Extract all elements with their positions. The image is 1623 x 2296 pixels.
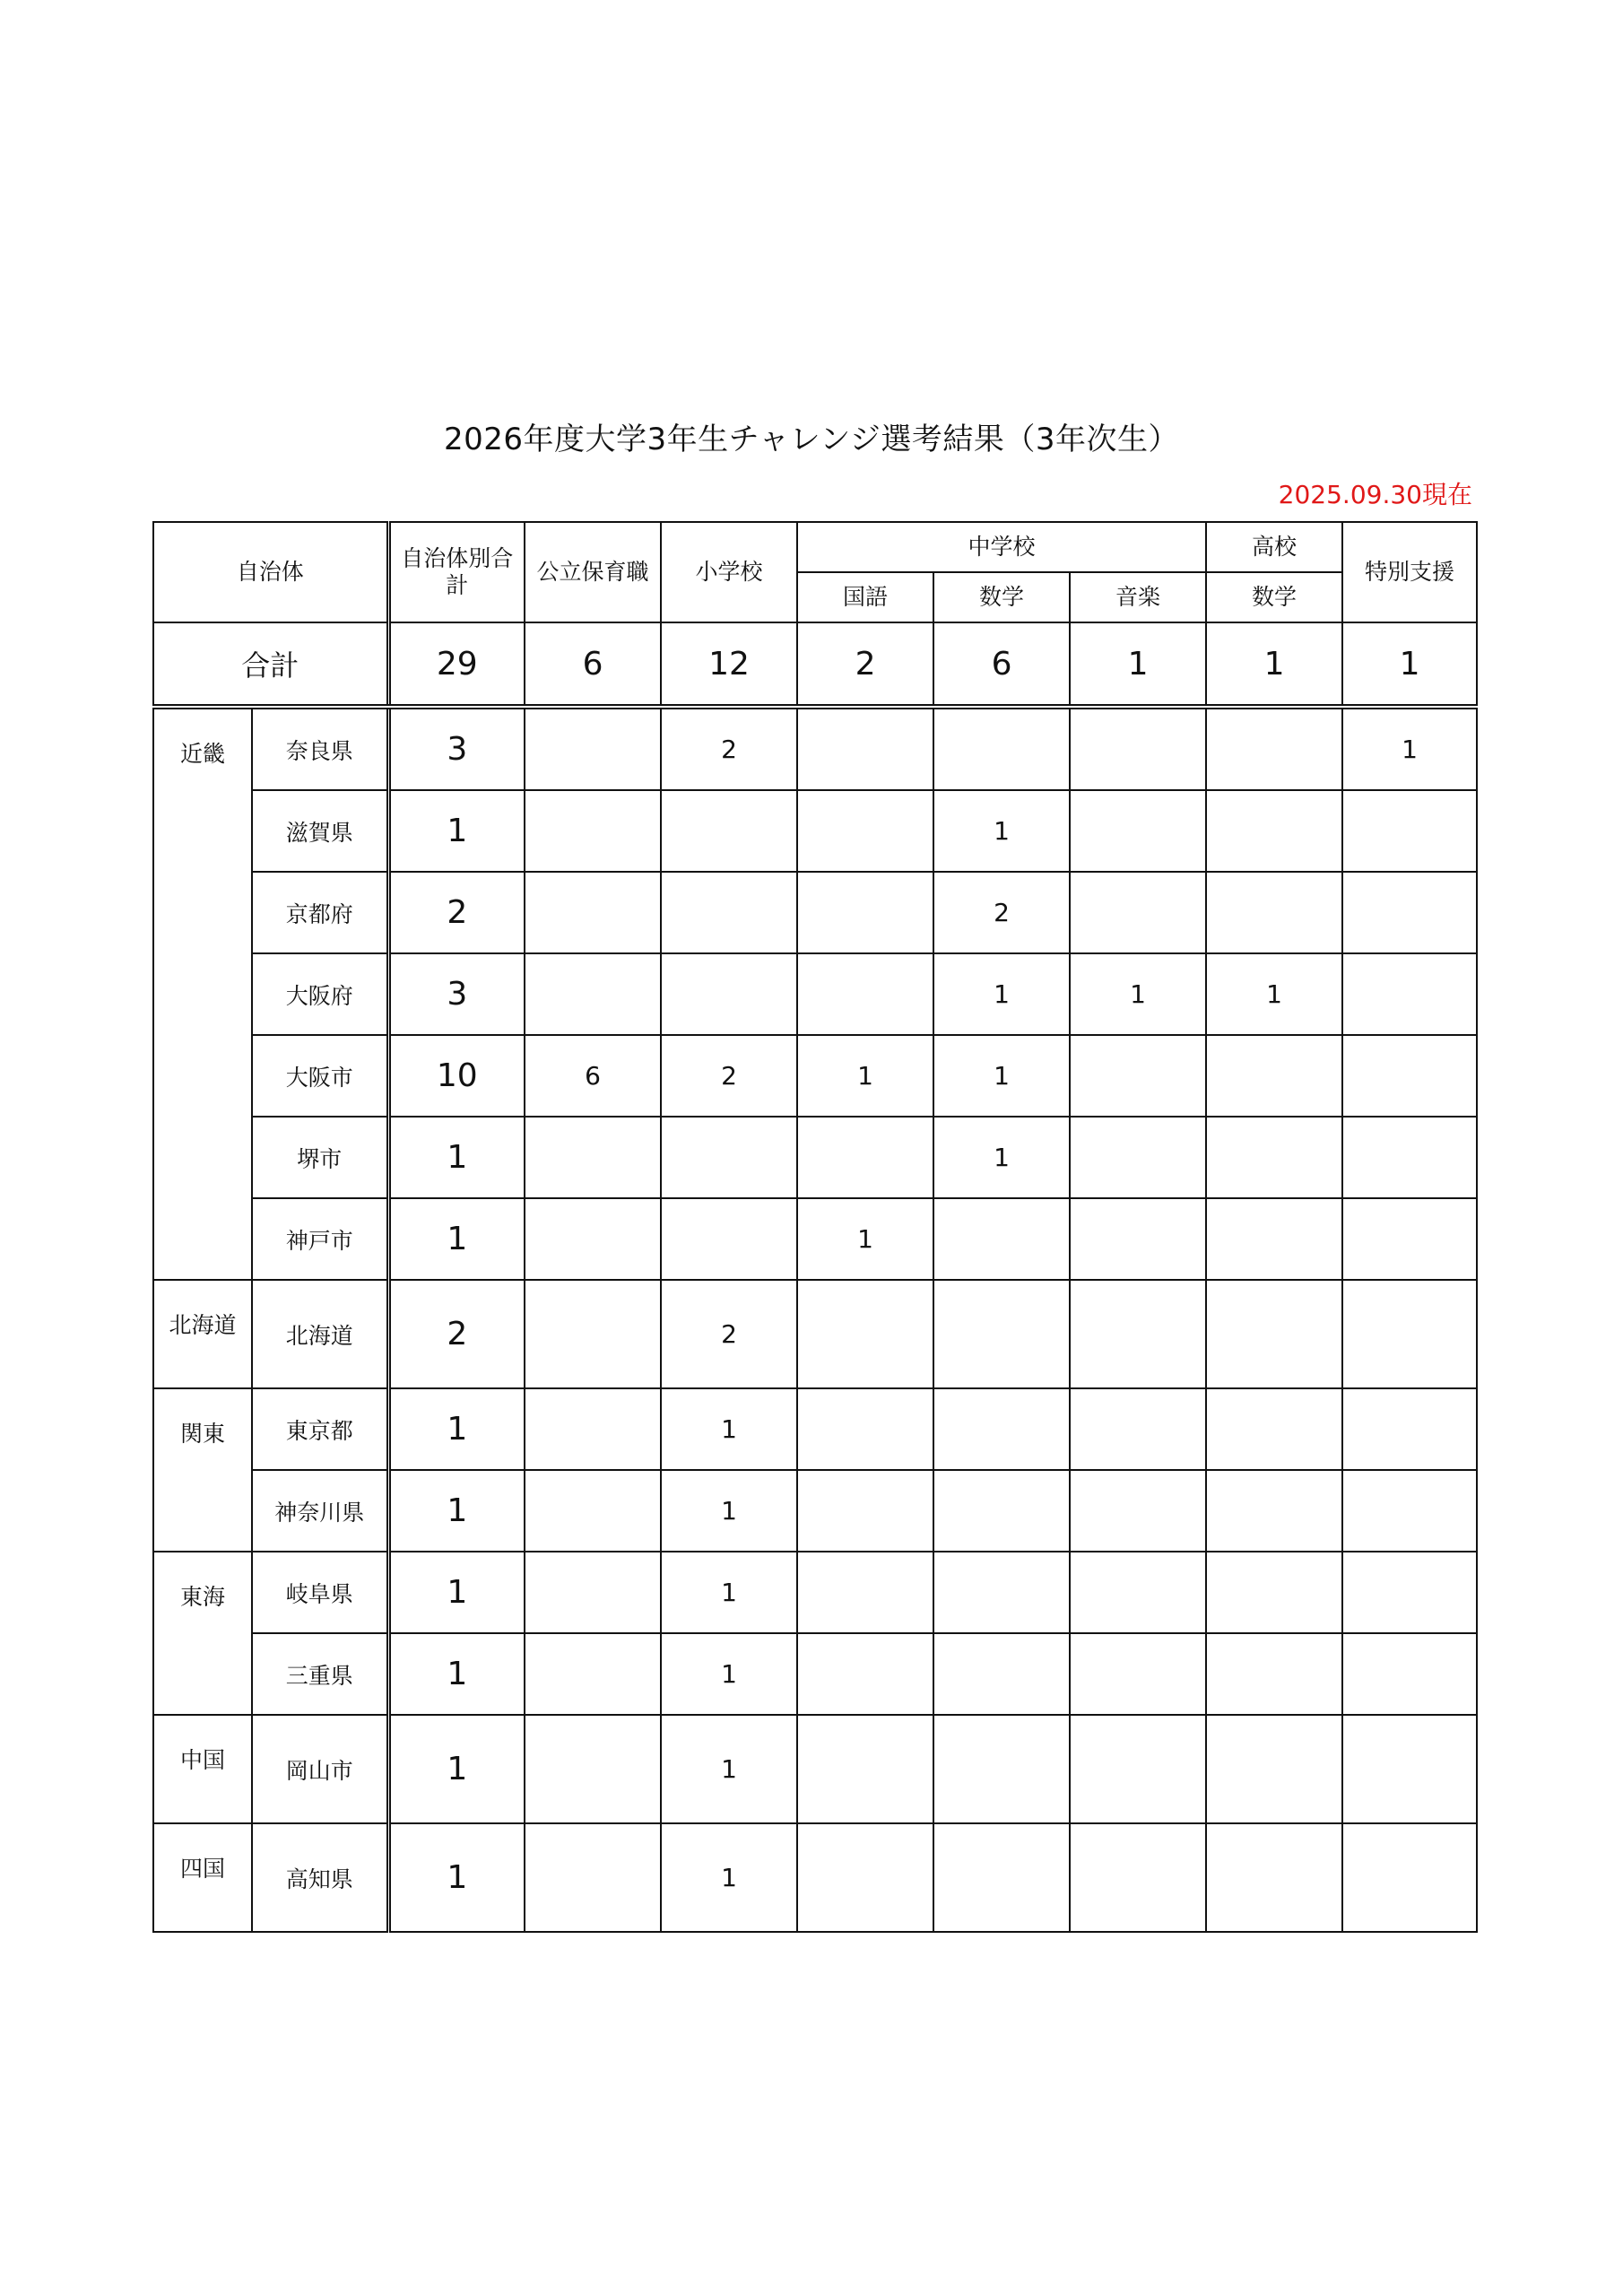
row-special-support (1342, 1715, 1477, 1823)
row-total: 1 (388, 1198, 525, 1280)
row-hs-math (1206, 872, 1342, 953)
municipality-cell: 大阪市 (252, 1035, 388, 1117)
row-public-childcare (525, 1552, 661, 1633)
row-elementary: 2 (661, 707, 797, 790)
row-jh-math (933, 1552, 1070, 1633)
row-total: 2 (388, 1280, 525, 1388)
header-jh-music: 音楽 (1070, 572, 1206, 622)
row-special-support (1342, 1035, 1477, 1117)
row-jh-math: 1 (933, 790, 1070, 872)
region-cell: 四国 (153, 1823, 252, 1932)
row-public-childcare (525, 1633, 661, 1715)
row-public-childcare (525, 1715, 661, 1823)
table-row (153, 1117, 1477, 1198)
row-jh-japanese (797, 1470, 933, 1552)
row-public-childcare (525, 790, 661, 872)
region-cell: 近畿 (153, 707, 252, 1280)
row-jh-music (1070, 1117, 1206, 1198)
row-jh-math (933, 1198, 1070, 1280)
row-elementary: 2 (661, 1035, 797, 1117)
row-jh-music (1070, 1198, 1206, 1280)
row-jh-math: 1 (933, 953, 1070, 1035)
municipality-cell: 京都府 (252, 872, 388, 953)
row-jh-math (933, 1388, 1070, 1470)
row-hs-math (1206, 1823, 1342, 1932)
row-hs-math: 1 (1206, 953, 1342, 1035)
table-row (153, 790, 1477, 872)
row-jh-japanese: 1 (797, 1198, 933, 1280)
row-elementary (661, 872, 797, 953)
row-jh-math (933, 707, 1070, 790)
table-row (153, 1198, 1477, 1280)
municipality-cell: 大阪府 (252, 953, 388, 1035)
total-jh-music: 1 (1070, 622, 1206, 707)
row-hs-math (1206, 1117, 1342, 1198)
page-title: 2026年度大学3年生チャレンジ選考結果（3年次生） (443, 422, 1180, 457)
row-hs-math (1206, 1633, 1342, 1715)
row-hs-math (1206, 790, 1342, 872)
municipality-cell: 岡山市 (252, 1715, 388, 1823)
row-public-childcare (525, 1117, 661, 1198)
row-jh-math (933, 1470, 1070, 1552)
row-public-childcare (525, 1470, 661, 1552)
row-jh-math: 2 (933, 872, 1070, 953)
row-special-support (1342, 872, 1477, 953)
municipality-cell: 三重県 (252, 1633, 388, 1715)
row-total: 1 (388, 1117, 525, 1198)
municipality-cell: 堺市 (252, 1117, 388, 1198)
row-jh-music (1070, 1280, 1206, 1388)
row-jh-math (933, 1823, 1070, 1932)
row-special-support (1342, 953, 1477, 1035)
row-jh-japanese (797, 1715, 933, 1823)
header-hs-math: 数学 (1206, 572, 1342, 622)
row-jh-math (933, 1633, 1070, 1715)
row-total: 1 (388, 1715, 525, 1823)
total-sum: 29 (388, 622, 525, 707)
municipality-cell: 神奈川県 (252, 1470, 388, 1552)
table-row (153, 1823, 1477, 1932)
row-total: 1 (388, 790, 525, 872)
row-hs-math (1206, 707, 1342, 790)
row-elementary (661, 790, 797, 872)
row-jh-music (1070, 1035, 1206, 1117)
row-public-childcare (525, 953, 661, 1035)
row-jh-japanese (797, 1552, 933, 1633)
row-total: 3 (388, 707, 525, 790)
row-jh-music (1070, 1552, 1206, 1633)
row-elementary: 1 (661, 1388, 797, 1470)
row-hs-math (1206, 1470, 1342, 1552)
row-public-childcare (525, 707, 661, 790)
row-elementary: 1 (661, 1633, 797, 1715)
municipality-cell: 岐阜県 (252, 1552, 388, 1633)
row-public-childcare (525, 1280, 661, 1388)
row-jh-japanese (797, 953, 933, 1035)
row-jh-music (1070, 707, 1206, 790)
table-row (153, 1552, 1477, 1633)
row-jh-music (1070, 1715, 1206, 1823)
table-row (153, 872, 1477, 953)
header-high-school: 高校 (1206, 522, 1342, 572)
row-special-support (1342, 1470, 1477, 1552)
header-junior-high: 中学校 (797, 522, 1206, 572)
row-total: 1 (388, 1388, 525, 1470)
table-row (153, 1388, 1477, 1470)
row-jh-japanese (797, 707, 933, 790)
table-row (153, 707, 1477, 790)
row-special-support (1342, 1117, 1477, 1198)
row-jh-japanese (797, 1388, 933, 1470)
row-total: 1 (388, 1823, 525, 1932)
row-special-support: 1 (1342, 707, 1477, 790)
row-total: 1 (388, 1633, 525, 1715)
row-jh-japanese (797, 1823, 933, 1932)
row-jh-music: 1 (1070, 953, 1206, 1035)
row-hs-math (1206, 1552, 1342, 1633)
row-public-childcare: 6 (525, 1035, 661, 1117)
row-elementary: 1 (661, 1823, 797, 1932)
row-special-support (1342, 1552, 1477, 1633)
row-public-childcare (525, 1388, 661, 1470)
row-total: 10 (388, 1035, 525, 1117)
header-elementary: 小学校 (661, 522, 797, 622)
total-label: 合計 (153, 622, 388, 707)
municipality-cell: 高知県 (252, 1823, 388, 1932)
as-of-date: 2025.09.30現在 (1278, 480, 1472, 509)
row-hs-math (1206, 1035, 1342, 1117)
region-cell: 北海道 (153, 1280, 252, 1388)
row-jh-music (1070, 872, 1206, 953)
row-elementary (661, 1117, 797, 1198)
total-hs-math: 1 (1206, 622, 1342, 707)
header-municipality: 自治体 (153, 522, 388, 622)
row-jh-japanese (797, 872, 933, 953)
row-jh-math: 1 (933, 1117, 1070, 1198)
row-hs-math (1206, 1715, 1342, 1823)
row-total: 3 (388, 953, 525, 1035)
table-row (153, 1633, 1477, 1715)
row-public-childcare (525, 1198, 661, 1280)
row-jh-japanese (797, 1117, 933, 1198)
row-elementary: 2 (661, 1280, 797, 1388)
row-special-support (1342, 1280, 1477, 1388)
row-total: 1 (388, 1470, 525, 1552)
row-total: 2 (388, 872, 525, 953)
table-row (153, 1280, 1477, 1388)
row-special-support (1342, 790, 1477, 872)
table-row (153, 953, 1477, 1035)
row-elementary: 1 (661, 1715, 797, 1823)
row-hs-math (1206, 1388, 1342, 1470)
row-special-support (1342, 1823, 1477, 1932)
row-jh-music (1070, 1633, 1206, 1715)
row-hs-math (1206, 1198, 1342, 1280)
row-jh-math (933, 1715, 1070, 1823)
row-jh-japanese (797, 1280, 933, 1388)
row-special-support (1342, 1388, 1477, 1470)
row-hs-math (1206, 1280, 1342, 1388)
row-jh-music (1070, 1470, 1206, 1552)
row-elementary (661, 1198, 797, 1280)
region-cell: 関東 (153, 1388, 252, 1552)
row-total: 1 (388, 1552, 525, 1633)
row-jh-math (933, 1280, 1070, 1388)
row-elementary: 1 (661, 1552, 797, 1633)
row-jh-japanese (797, 1633, 933, 1715)
header-jh-japanese: 国語 (797, 572, 933, 622)
row-jh-music (1070, 1823, 1206, 1932)
table-row (153, 1470, 1477, 1552)
municipality-cell: 奈良県 (252, 707, 388, 790)
region-cell: 中国 (153, 1715, 252, 1823)
total-jh-math: 6 (933, 622, 1070, 707)
table-row (153, 1715, 1477, 1823)
row-jh-music (1070, 1388, 1206, 1470)
total-public-childcare: 6 (525, 622, 661, 707)
header-public-childcare: 公立保育職 (525, 522, 661, 622)
total-special-support: 1 (1342, 622, 1477, 707)
total-elementary: 12 (661, 622, 797, 707)
row-elementary: 1 (661, 1470, 797, 1552)
region-cell: 東海 (153, 1552, 252, 1715)
municipality-cell: 東京都 (252, 1388, 388, 1470)
header-special-support: 特別支援 (1342, 522, 1477, 622)
results-table (152, 521, 1478, 1933)
row-jh-japanese: 1 (797, 1035, 933, 1117)
header-jh-math: 数学 (933, 572, 1070, 622)
row-public-childcare (525, 1823, 661, 1932)
row-special-support (1342, 1633, 1477, 1715)
municipality-cell: 滋賀県 (252, 790, 388, 872)
municipality-cell: 北海道 (252, 1280, 388, 1388)
row-jh-music (1070, 790, 1206, 872)
total-jh-japanese: 2 (797, 622, 933, 707)
municipality-cell: 神戸市 (252, 1198, 388, 1280)
header-total-by-municipality: 自治体別合計 (388, 522, 525, 622)
row-jh-math: 1 (933, 1035, 1070, 1117)
table-row (153, 1035, 1477, 1117)
row-special-support (1342, 1198, 1477, 1280)
row-elementary (661, 953, 797, 1035)
row-public-childcare (525, 872, 661, 953)
row-jh-japanese (797, 790, 933, 872)
